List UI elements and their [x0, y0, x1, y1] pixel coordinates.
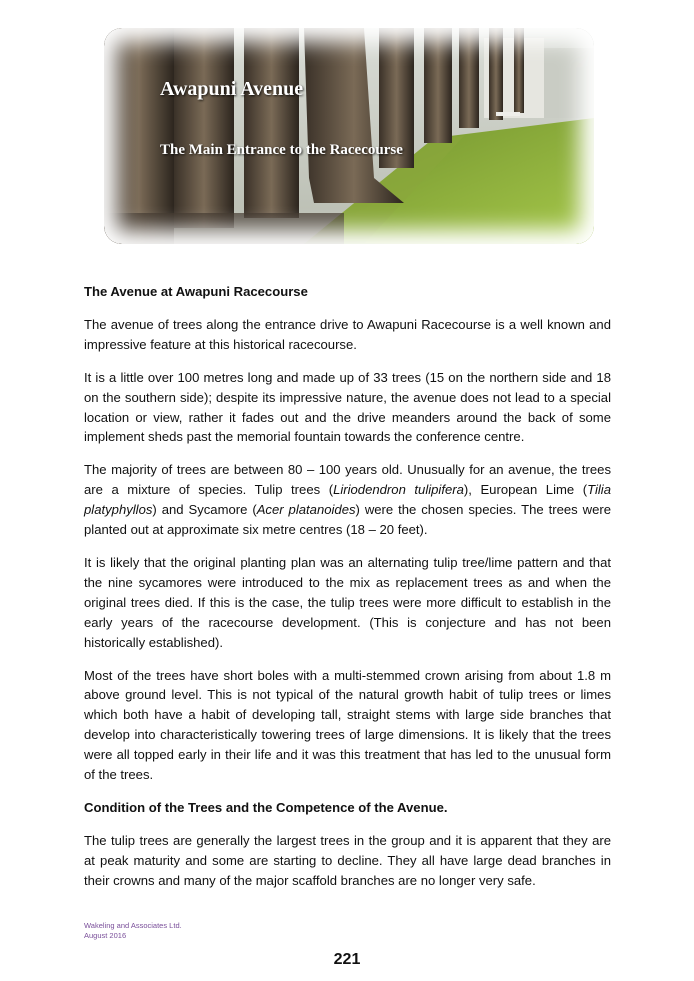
species-liriodendron: Liriodendron tulipifera — [333, 482, 464, 498]
avenue-trees-photo — [104, 28, 594, 244]
footer — [84, 921, 182, 941]
paragraph-growth-habit: Most of the trees have short boles with a multi-stemmed crown arising from about 1.8 m above ground level. This is not typical of the natural growth habit of tulip trees or limes which both have a habit of developing tall, straight stems with large side branches that develop into characteristically towering trees of large dimensions. It is likely that the trees were all topped early in their life and it was this treatment that has led to the unusual form of the trees. — [84, 667, 611, 783]
page-number: 221 — [333, 951, 361, 968]
section-heading-condition: Condition of the Trees and the Competence of the Avenue. — [84, 799, 448, 815]
document-body — [84, 282, 611, 904]
paragraph-length: It is a little over 100 metres long and made up of 33 trees (15 on the northern side and 18 on the southern side); despite its impressive nature, the avenue does not lead to a special location or view, rather it fades out and the drive meanders around the back of some implement sheds past the memorial fountain towards the conference centre. — [84, 369, 611, 445]
paragraph-tulip-condition: The tulip trees are generally the largest trees in the group and it is apparent that they are at peak maturity and some are starting to decline. They all have large dead branches in their crowns and many of the major scaffold branches are no longer very safe. — [84, 832, 611, 888]
banner-title: Awapuni Avenue — [160, 78, 304, 100]
paragraph-planting-plan: It is likely that the original planting plan was an alternating tulip tree/lime pattern and that the nine sycamores were introduced to the mix as replacement trees as and when the original trees died. If this is the case, the tulip trees were more difficult to establish in the early years of the racecourse development. (This is conjecture and has not been historically established). — [84, 554, 611, 650]
section-heading-avenue: The Avenue at Awapuni Racecourse — [84, 284, 308, 299]
footer-company: Wakeling and Associates Ltd. — [84, 921, 182, 930]
banner-photo — [104, 28, 594, 244]
species-text-c: ), European Lime ( — [463, 482, 588, 498]
banner-subtitle: The Main Entrance to the Racecourse — [160, 142, 403, 158]
species-text-e: ) and Sycamore ( — [152, 502, 257, 518]
species-text-a: The majority of trees are between 80 – 100 years old. Unusually for an avenue, the trees are a mixture of species. Tulip trees ( — [84, 462, 611, 498]
paragraph-species — [84, 460, 611, 540]
species-text-g: ) were the chosen species. The trees were planted out at approximate six metre centres (18 – 20 feet). — [84, 502, 611, 538]
species-acer: Acer platanoides — [256, 502, 356, 518]
footer-date: August 2016 — [84, 931, 127, 940]
paragraph-intro: The avenue of trees along the entrance drive to Awapuni Racecourse is a well known and impressive feature at this historical racecourse. — [84, 316, 611, 352]
species-tilia: Tilia platyphyllos — [84, 482, 611, 518]
